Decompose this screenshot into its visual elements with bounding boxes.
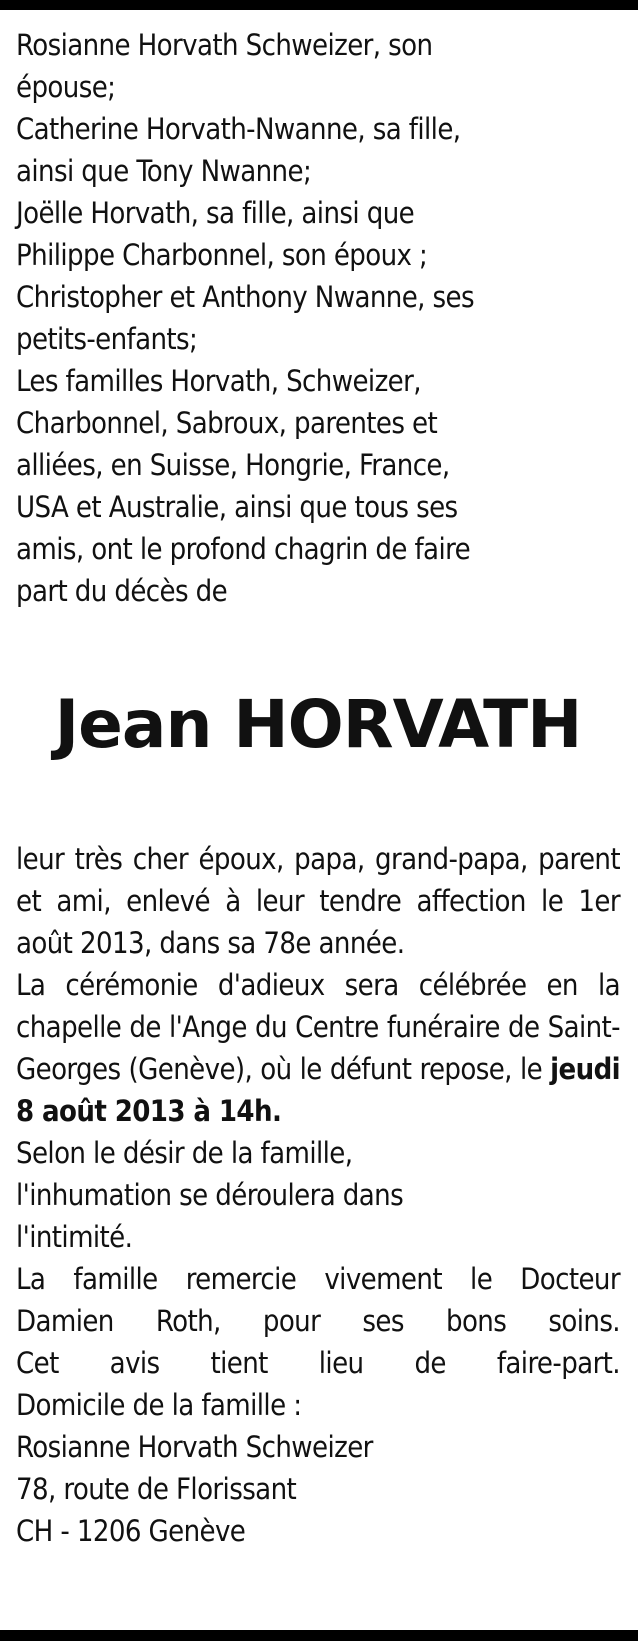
deceased-name: Jean HORVATH: [54, 686, 582, 763]
burial-line: l'inhumation se déroulera dans: [16, 1178, 404, 1212]
ceremony-paragraph: [16, 964, 620, 1132]
intro-line: amis, ont le profond chagrin de faire: [16, 532, 471, 566]
thanks-paragraph: La famille remercie vivement le Docteur Damien Roth, pour ses bons soins.: [16, 1262, 620, 1338]
intro-line: alliées, en Suisse, Hongrie, France,: [16, 448, 450, 482]
address-name: Rosianne Horvath Schweizer: [16, 1430, 373, 1464]
intro-line: Joëlle Horvath, sa fille, ainsi que: [16, 196, 415, 230]
intro-line: part du décès de: [16, 574, 228, 608]
burial-line: Selon le désir de la famille,: [16, 1136, 353, 1170]
intro-line: Les familles Horvath, Schweizer,: [16, 364, 421, 398]
notice-line: Cet avis tient lieu de faire-part.: [16, 1346, 620, 1380]
burial-line: l'intimité.: [16, 1220, 133, 1254]
ceremony-date: jeudi 8 août 2013 à 14h.: [16, 1052, 620, 1128]
tribute-paragraph: leur très cher époux, papa, grand-papa, parent et ami, enlevé à leur tendre affection le 1er août 2013, dans sa 78e année.: [16, 842, 620, 960]
bottom-border: [0, 1630, 638, 1641]
intro-line: Charbonnel, Sabroux, parentes et: [16, 406, 438, 440]
intro-line: Christopher et Anthony Nwanne, ses: [16, 280, 474, 314]
intro-line: Rosianne Horvath Schweizer, son: [16, 28, 433, 62]
burial-paragraph: [16, 1132, 620, 1258]
ceremony-text: La cérémonie d'adieux sera célébrée en la chapelle de l'Ange du Centre funéraire de Saint-Georges (Genève), où le défunt repose, le: [16, 968, 620, 1086]
intro-line: Philippe Charbonnel, son époux ;: [16, 238, 428, 272]
address-label: Domicile de la famille :: [16, 1388, 302, 1422]
address-city: CH - 1206 Genève: [16, 1514, 246, 1548]
family-announcement: [16, 24, 620, 612]
intro-line: USA et Australie, ainsi que tous ses: [16, 490, 458, 524]
intro-line: épouse;: [16, 70, 116, 104]
intro-line: petits-enfants;: [16, 322, 198, 356]
intro-line: Catherine Horvath-Nwanne, sa fille,: [16, 112, 461, 146]
intro-line: ainsi que Tony Nwanne;: [16, 154, 312, 188]
address-street: 78, route de Florissant: [16, 1472, 297, 1506]
family-address: [16, 1384, 620, 1552]
top-border: [0, 0, 638, 10]
obituary-notice: [16, 24, 620, 1552]
